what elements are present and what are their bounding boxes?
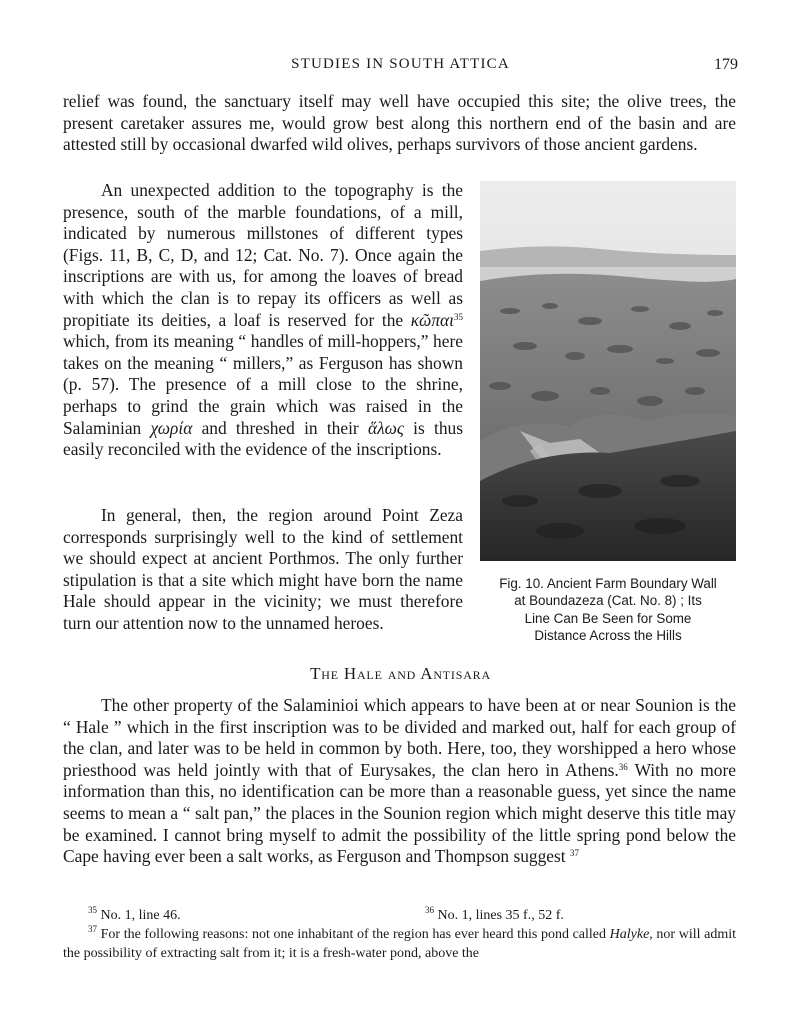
paragraph-continued: relief was found, the sanctuary itself may well have occupied this site; the olive trees, the present caretaker assures me, would grow best along this northern end of the basin and are attested still by occasional dwarfed wild olives, perhaps survivors of those ancient gardens. (63, 91, 736, 155)
greek-term-halos: ἅλως (367, 417, 404, 438)
caption-line: Fig. 10. Ancient Farm Boundary Wall (499, 576, 717, 591)
paragraph-hale: The other property of the Salaminioi which appears to have been at or near Sounion is the “ Hale ” which in the first inscription was to be divided and marked out, half for each group of the clan, and later was to be held in common by both. Here, too, they worshipped a hero whose priesthood was held jointly with that of Eurysakes, the clan hero in Athens.$^{36}$ With no more information than this, no identification can be more than a reasonable guess, yet since the name seems to mean a “ salt pan,” the places in the Sounion region which might deserve this title may be examined. I cannot bring myself to admit the possibility of the little spring pond below the Cape having ever been a salt works, as Ferguson and Thompson suggest $^{37}$ (63, 695, 736, 867)
paragraph-mill: An unexpected addition to the topography is the presence, south of the marble foundations, of a mill, indicated by numerous millstones of different types (Figs. 11, B, C, D, and 12; Cat. No. 7). Once again the inscriptions are with us, for among the loaves of bread with which the clan is to repay its officers as well as propitiate its deities, a loaf is reserved for the κῶπαι$^{35}$ which, from its meaning “ handles of mill-hoppers,” here takes on the meaning “ millers,” as Ferguson has shown (p. 57). The presence of a mill close to the shrine, perhaps to grind the grain which was raised in the Salaminian χωρία and threshed in their ἅλως is thus easily reconciled with the evidence of the inscriptions. (63, 180, 463, 460)
figure-photo-boundary-wall (480, 181, 736, 561)
footnote-35: $^{35}$ No. 1, line 46. (88, 905, 181, 923)
section-heading: The Hale and Antisara (310, 664, 491, 683)
footnote-37: $^{37}$ For the following reasons: not one inhabitant of the region has ever heard this pond called Halyke, nor will admit the possibility of extracting salt from it; it is a fresh-water pond, above the (63, 924, 737, 961)
page-header (0, 56, 801, 78)
footnote-36: $^{36}$ No. 1, lines 35 f., 52 f. (425, 905, 564, 923)
greek-term-choria: χωρία (150, 417, 193, 438)
caption-line: at Boundazeza (Cat. No. 8) ; Its (514, 593, 702, 609)
paragraph-porthmos: In general, then, the region around Point Zeza corresponds surprisingly well to the kind of settlement we should expect at ancient Porthmos. The only further stipulation is that a site which might have born the name Hale should appear in the vicinity; we must therefore turn our attention now to the unnamed heroes. (63, 505, 463, 633)
running-title: STUDIES IN SOUTH ATTICA (291, 56, 510, 72)
caption-line: Line Can Be Seen for Some (524, 610, 692, 626)
footnote-ref-36: 36 (618, 761, 628, 772)
greek-term-kopai: κῶπαι (410, 309, 454, 330)
caption-line: Distance Across the Hills (534, 628, 682, 644)
italic-term-halyke: Halyke, (609, 927, 653, 942)
landscape-photo (480, 181, 736, 561)
page-number: 179 (714, 56, 738, 73)
footnote-ref-35: 35 (454, 311, 463, 322)
footnote-ref-37: 37 (570, 848, 579, 859)
figure-caption (474, 575, 742, 645)
